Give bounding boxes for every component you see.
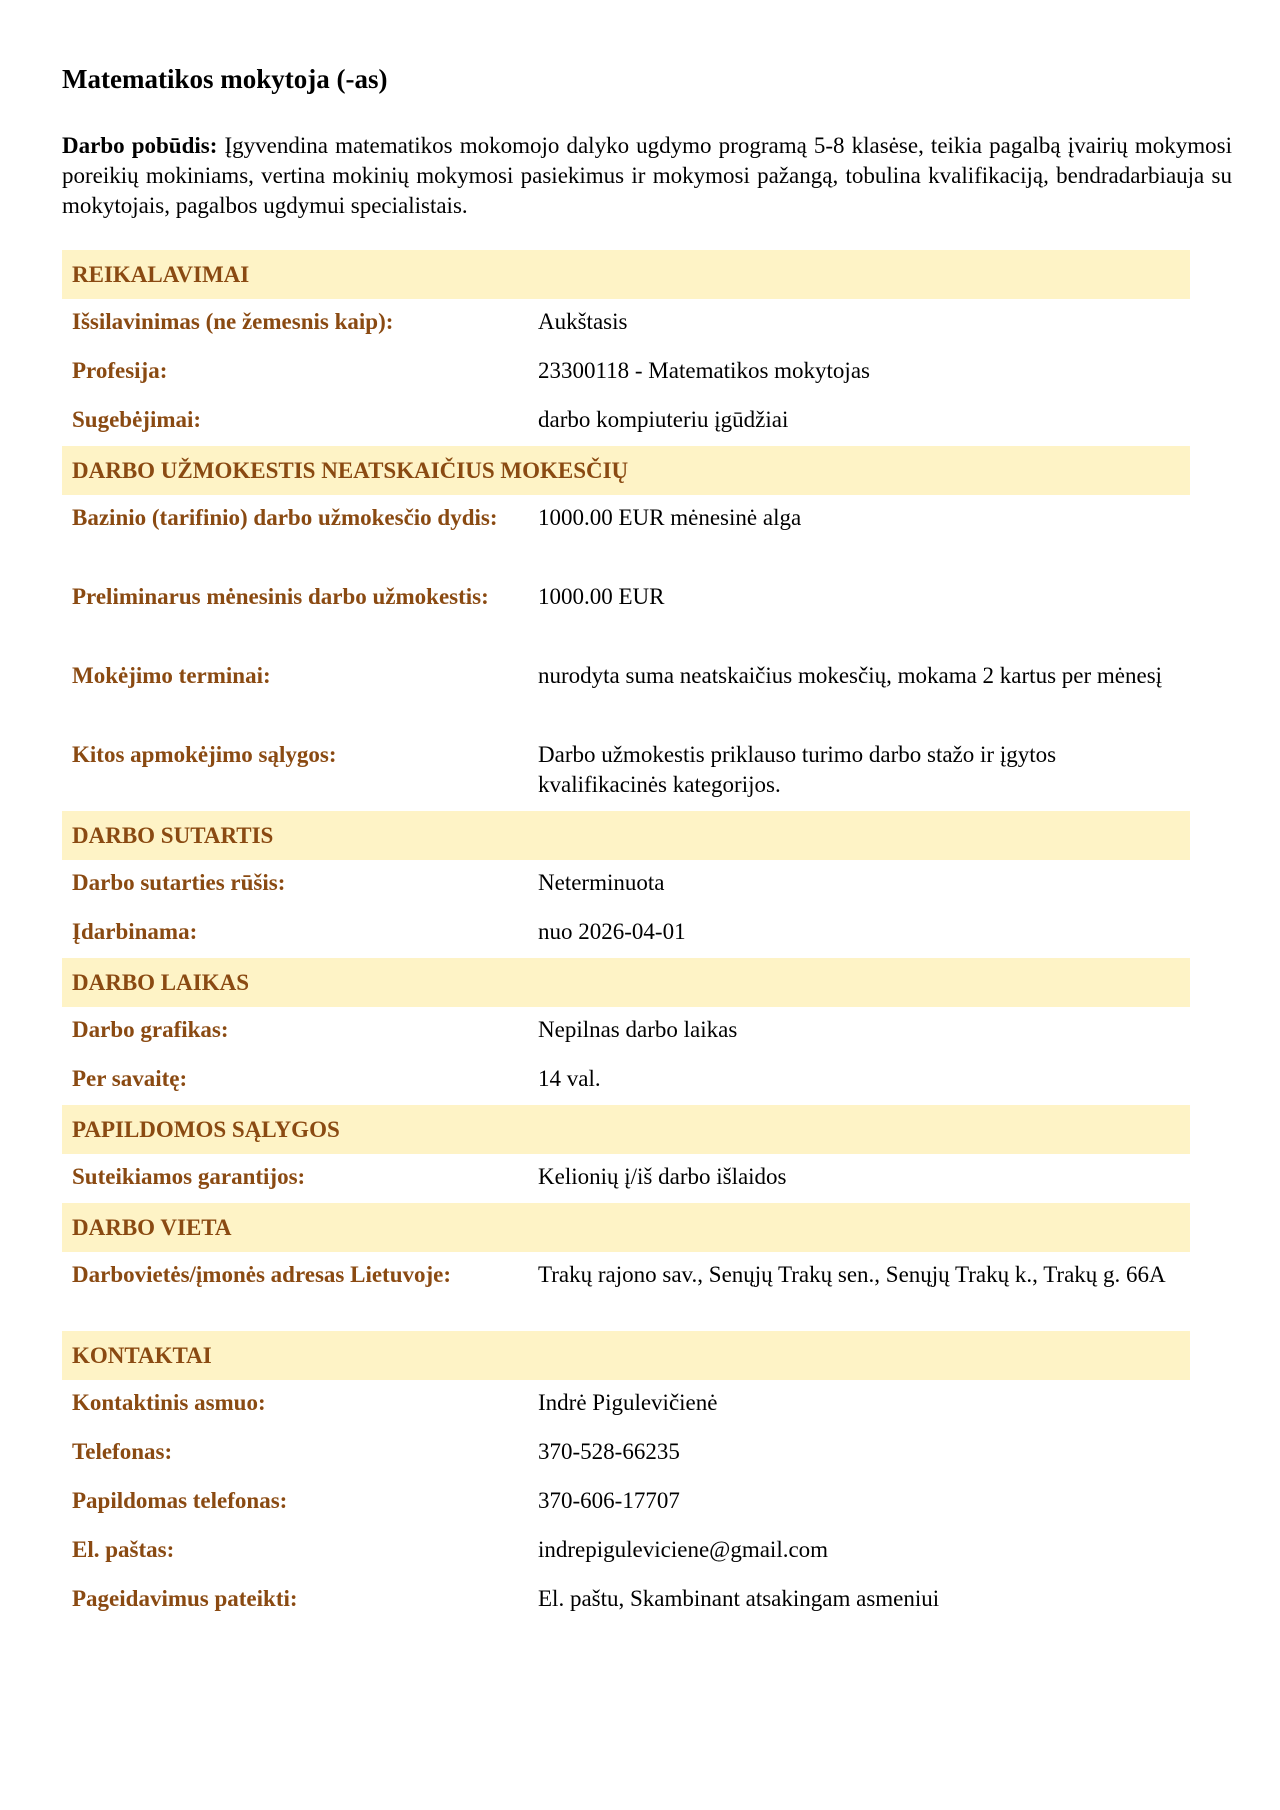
row-value: 23300118 - Matematikos mokytojas [538,358,870,383]
row-value: indrepiguleviciene@gmail.com [538,1537,829,1562]
row-value: Indrė Pigulevičienė [538,1390,718,1415]
row-label: Kitos apmokėjimo sąlygos: [72,742,337,767]
row-label: Darbo sutarties rūšis: [72,870,286,895]
row-label: Suteikiamos garantijos: [72,1164,306,1189]
row-value: Nepilnas darbo laikas [538,1017,738,1042]
row-base-salary [62,495,1190,574]
row-label: Per savaitę: [72,1066,188,1091]
row-payment-terms [62,653,1190,732]
row-value: El. paštu, Skambinant atsakingam asmeniui [538,1586,940,1611]
section-header-additional-conditions: PAPILDOMOS SĄLYGOS [62,1105,1190,1154]
row-address [62,1252,1190,1331]
row-value: Neterminuota [538,870,665,895]
row-value: Kelionių į/iš darbo išlaidos [538,1164,787,1189]
row-profession [62,348,1190,397]
row-value: 370-606-17707 [538,1488,680,1513]
row-phone [62,1429,1190,1478]
row-label: Preliminarus mėnesinis darbo užmokestis: [72,584,489,609]
row-hours-per-week [62,1056,1190,1105]
row-other-payment-conditions [62,732,1190,811]
row-value: nuo 2026-04-01 [538,919,686,944]
job-description-text: Įgyvendina matematikos mokomojo dalyko ugdymo programą 5-8 klasėse, teikia pagalbą įvairių mokymosi poreikių mokiniams, vertina mokinių mokymosi pasiekimus ir mokymosi pažangą, tobulina kvalifikaciją, bendradarbiauja su mokytojais, pagalbos ugdymui specialistais. [62,133,1232,218]
row-label: Darbo grafikas: [72,1017,229,1042]
row-monthly-salary [62,574,1190,653]
row-label: Bazinio (tarifinio) darbo užmokesčio dydis: [72,505,498,530]
row-skills [62,397,1190,446]
job-description-label: Darbo pobūdis: [62,133,218,158]
row-value: nurodyta suma neatskaičius mokesčių, mokama 2 kartus per mėnesį [538,663,1163,688]
row-value: Aukštasis [538,309,628,334]
section-header-work-time: DARBO LAIKAS [62,958,1190,1007]
row-submit-preferences [62,1576,1190,1625]
section-header-salary: DARBO UŽMOKESTIS NEATSKAIČIUS MOKESČIŲ [62,446,1190,495]
page-title: Matematikos mokytoja (-as) [62,64,388,94]
row-schedule [62,1007,1190,1056]
row-label: Papildomas telefonas: [72,1488,288,1513]
row-label: Kontaktinis asmuo: [72,1390,266,1415]
row-value: 370-528-66235 [538,1439,680,1464]
row-contact-person [62,1380,1190,1429]
row-guarantees [62,1154,1190,1203]
section-header-contract: DARBO SUTARTIS [62,811,1190,860]
section-header-contacts: KONTAKTAI [62,1331,1190,1380]
row-email [62,1527,1190,1576]
row-value: 14 val. [538,1066,601,1091]
section-header-workplace: DARBO VIETA [62,1203,1190,1252]
row-value: Trakų rajono sav., Senųjų Trakų sen., Senųjų Trakų k., Trakų g. 66A [538,1262,1166,1287]
row-label: El. paštas: [72,1537,175,1562]
row-label: Išsilavinimas (ne žemesnis kaip): [72,309,394,334]
section-header-requirements: REIKALAVIMAI [62,250,1190,299]
row-value: darbo kompiuteriu įgūdžiai [538,407,789,432]
row-label: Mokėjimo terminai: [72,663,271,688]
row-value: Darbo užmokestis priklauso turimo darbo stažo ir įgytos kvalifikacinės kategorijos. [538,742,1057,797]
row-additional-phone [62,1478,1190,1527]
row-education [62,299,1190,348]
row-label: Įdarbinama: [72,919,198,944]
row-value: 1000.00 EUR mėnesinė alga [538,505,802,530]
row-label: Profesija: [72,358,168,383]
row-label: Telefonas: [72,1439,173,1464]
row-value: 1000.00 EUR [538,584,665,609]
row-contract-type [62,860,1190,909]
row-start-date [62,909,1190,958]
row-label: Sugebėjimai: [72,407,202,432]
row-label: Darbovietės/įmonės adresas Lietuvoje: [72,1262,452,1287]
details-table [62,250,1190,1625]
row-label: Pageidavimus pateikti: [72,1586,298,1611]
job-description [62,131,1232,221]
